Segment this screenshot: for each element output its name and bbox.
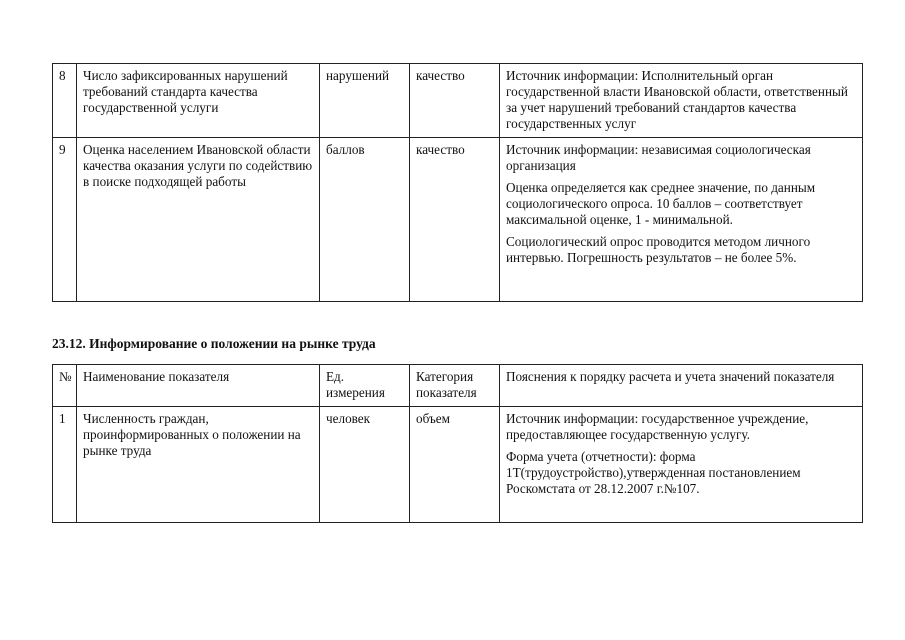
indicator-name: Численность граждан, проинформированных о положении на рынке труда (77, 407, 320, 523)
calculation-notes (500, 407, 863, 523)
notes-paragraph: Источник информации: Исполнительный орган государственной власти Ивановской области, ответственный за учет нарушений требований стандартов качества государственных услуг (506, 68, 848, 131)
header-indicator-name: Наименование показателя (77, 365, 320, 407)
calculation-notes (500, 138, 863, 302)
row-number: 1 (53, 407, 77, 523)
section-heading: 23.12. Информирование о положении на рынке труда (52, 336, 376, 351)
table-row (53, 64, 863, 138)
unit-of-measure: человек (320, 407, 410, 523)
unit-of-measure: нарушений (320, 64, 410, 138)
table-row (53, 407, 863, 523)
table-header-row (53, 365, 863, 407)
indicator-category: качество (410, 138, 500, 302)
header-unit: Ед. измерения (320, 365, 410, 407)
notes-paragraph: Форма учета (отчетности): форма 1Т(трудоустройство),утвержденная постановлением Роскомстата от 28.12.2007 г.№107. (506, 449, 801, 496)
indicator-category: качество (410, 64, 500, 138)
notes-paragraph: Источник информации: независимая социологическая организация (506, 142, 811, 173)
notes-paragraph: Источник информации: государственное учреждение, предоставляющее государственную услугу. (506, 411, 809, 442)
header-number: № (53, 365, 77, 407)
indicator-name: Число зафиксированных нарушений требований стандарта качества государственной услуги (77, 64, 320, 138)
row-number: 9 (53, 138, 77, 302)
calculation-notes (500, 64, 863, 138)
notes-paragraph: Социологический опрос проводится методом личного интервью. Погрешность результатов – не более 5%. (506, 234, 811, 265)
indicator-category: объем (410, 407, 500, 523)
indicators-table-continued (52, 63, 863, 302)
table-row (53, 138, 863, 302)
header-category: Категория показателя (410, 365, 500, 407)
header-notes: Пояснения к порядку расчета и учета значений показателя (500, 365, 863, 407)
indicator-name: Оценка населением Ивановской области качества оказания услуги по содействию в поиске подходящей работы (77, 138, 320, 302)
row-number: 8 (53, 64, 77, 138)
notes-paragraph: Оценка определяется как среднее значение, по данным социологического опроса. 10 баллов – соответствует максимальной оценке, 1 - минимальной. (506, 180, 816, 227)
indicators-table (52, 364, 863, 523)
unit-of-measure: баллов (320, 138, 410, 302)
